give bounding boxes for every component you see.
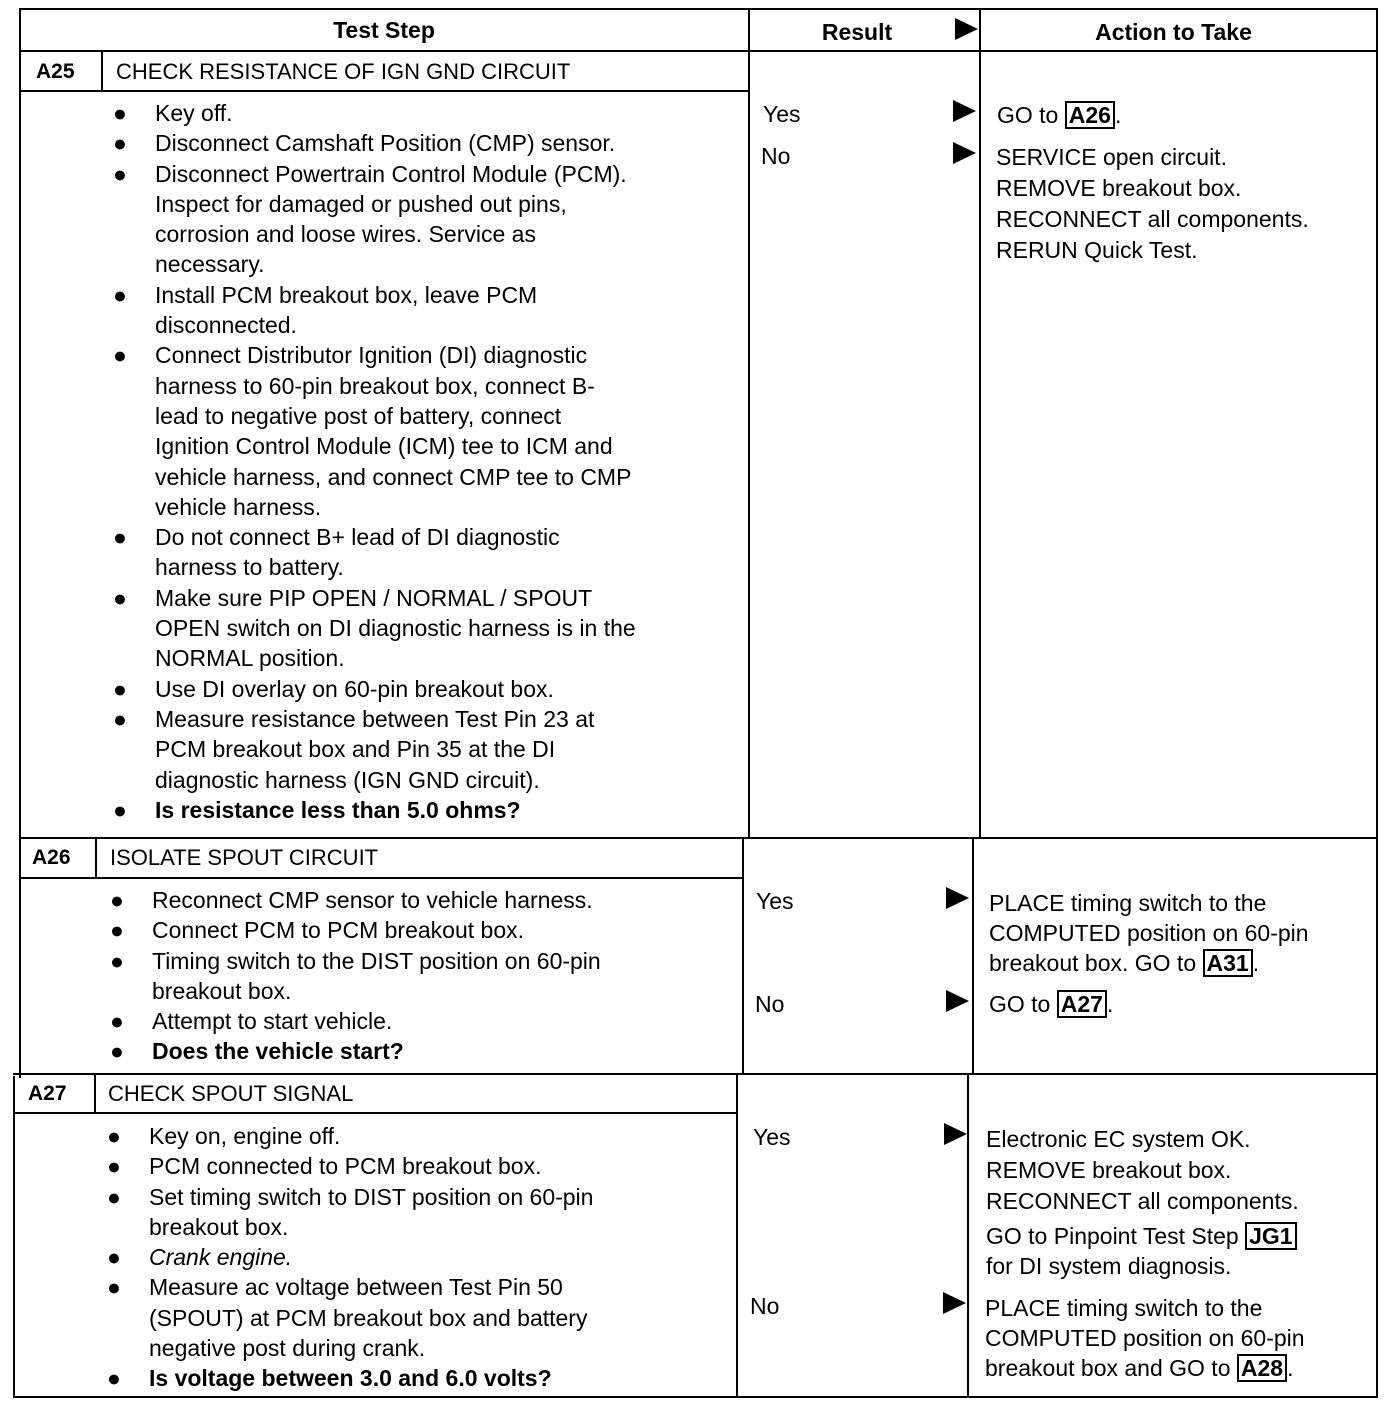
ref-a28-link[interactable]: A28 — [1237, 1354, 1287, 1382]
list-item: harness to battery. — [155, 554, 344, 581]
list-item: Ignition Control Module (ICM) tee to ICM and — [155, 433, 613, 460]
ref-jg1-link[interactable]: JG1 — [1245, 1222, 1296, 1250]
list-item: (SPOUT) at PCM breakout box and battery — [149, 1304, 588, 1331]
a27-result-yes: Yes — [753, 1124, 791, 1150]
a27-action-no-line3: breakout box and GO to A28 . — [985, 1355, 1294, 1381]
a26-no-arrow-icon — [946, 990, 969, 1012]
list-item: diagnostic harness (IGN GND circuit). — [155, 766, 540, 793]
a25-result-yes: Yes — [763, 101, 801, 127]
list-item: ● Disconnect Powertrain Control Module (PCM). — [113, 160, 627, 187]
table-right-border — [1376, 8, 1378, 1398]
list-item: ● Measure resistance between Test Pin 23 at — [113, 705, 595, 732]
list-item: disconnected. — [155, 312, 297, 339]
ref-a26-link[interactable]: A26 — [1065, 101, 1115, 129]
a27-action-yes-line1: Electronic EC system OK. — [986, 1126, 1251, 1152]
list-item: ● Is resistance less than 5.0 ohms? — [113, 796, 521, 823]
a25-result-no: No — [761, 143, 791, 169]
a26-action-no: GO to A27 . — [989, 991, 1114, 1017]
result-column-divider-a25 — [748, 8, 750, 838]
list-item: ● Key on, engine off. — [107, 1123, 341, 1149]
list-item: vehicle harness, and connect CMP tee to CMP — [155, 463, 632, 490]
header-bottom-border — [20, 50, 1378, 52]
header-test-step: Test Step — [333, 17, 435, 43]
list-item: ● Use DI overlay on 60-pin breakout box. — [113, 675, 554, 702]
a27-action-yes-line3: RECONNECT all components. — [986, 1188, 1299, 1214]
a27-instruction-list — [107, 1121, 594, 1394]
table-top-border — [20, 8, 1378, 10]
action-column-divider-a26 — [972, 838, 974, 1074]
ref-a27-link[interactable]: A27 — [1057, 990, 1107, 1018]
a27-title-bottom — [13, 1112, 738, 1114]
header-arrow-icon — [955, 18, 978, 40]
list-item: vehicle harness. — [155, 493, 322, 520]
step-title-a25: CHECK RESISTANCE OF IGN GND CIRCUIT — [116, 59, 571, 84]
ref-a31-link[interactable]: A31 — [1203, 949, 1253, 977]
table-left-border — [19, 8, 21, 1078]
list-item: RECONNECT all components. — [996, 206, 1309, 232]
action-column-divider-a27 — [967, 1074, 969, 1398]
list-item: lead to negative post of battery, connect — [155, 402, 562, 429]
a27-action-no-line2: COMPUTED position on 60-pin — [985, 1325, 1305, 1351]
list-item: OPEN switch on DI diagnostic harness is in the — [155, 615, 636, 642]
list-item: NORMAL position. — [155, 645, 345, 672]
list-item: RERUN Quick Test. — [996, 237, 1198, 263]
list-item: breakout box. — [152, 977, 292, 1004]
step-id-a26: A26 — [32, 846, 71, 869]
a25-instruction-list — [113, 98, 636, 825]
a25-yes-arrow-icon — [953, 100, 976, 122]
list-item: ● Attempt to start vehicle. — [110, 1008, 393, 1035]
a27-action-yes-line2: REMOVE breakout box. — [986, 1157, 1232, 1183]
header-action: Action to Take — [1095, 19, 1252, 45]
a27-action-yes-line4: GO to Pinpoint Test Step JG1 — [986, 1221, 1297, 1251]
list-item: PCM breakout box and Pin 35 at the DI — [155, 736, 556, 763]
list-item: ● Does the vehicle start? — [110, 1038, 404, 1065]
a27-action-no-line1: PLACE timing switch to the — [985, 1295, 1263, 1321]
a26-result-no: No — [755, 991, 785, 1017]
a26-action-yes-line1: PLACE timing switch to the — [989, 890, 1267, 916]
list-item: Inspect for damaged or pushed out pins, — [155, 190, 567, 217]
a27-no-arrow-icon — [943, 1292, 966, 1314]
action-column-divider-a25 — [979, 8, 981, 838]
list-item: ● Install PCM breakout box, leave PCM — [113, 281, 538, 308]
result-column-divider-a27 — [736, 1074, 738, 1398]
a27-id-divider — [94, 1074, 96, 1113]
step-id-a25: A25 — [36, 60, 75, 83]
a26-id-divider — [95, 838, 97, 878]
list-item: ● Connect PCM to PCM breakout box. — [110, 917, 524, 944]
table-bottom-border — [13, 1396, 1378, 1398]
row-divider-a26 — [19, 837, 1378, 839]
list-item: ● Crank engine. — [107, 1244, 293, 1271]
table-left-border-lower — [13, 1076, 15, 1398]
list-item: ● PCM connected to PCM breakout box. — [107, 1153, 542, 1180]
a25-no-arrow-icon — [953, 142, 976, 164]
list-item: SERVICE open circuit. — [996, 144, 1227, 170]
list-item: ● Connect Distributor Ignition (DI) diagnostic — [113, 342, 588, 369]
a26-yes-arrow-icon — [946, 887, 969, 909]
list-item: ● Disconnect Camshaft Position (CMP) sensor. — [113, 130, 616, 157]
list-item: breakout box. — [149, 1213, 289, 1240]
header-result: Result — [821, 19, 893, 45]
step-title-a27: CHECK SPOUT SIGNAL — [108, 1081, 354, 1106]
a26-title-bottom — [19, 877, 744, 879]
step-title-a26: ISOLATE SPOUT CIRCUIT — [110, 845, 379, 870]
a27-result-no: No — [750, 1293, 780, 1319]
list-item: ● Is voltage between 3.0 and 6.0 volts? — [107, 1365, 552, 1392]
list-item: REMOVE breakout box. — [996, 175, 1242, 201]
list-item: necessary. — [155, 251, 265, 278]
list-item: ● Make sure PIP OPEN / NORMAL / SPOUT — [113, 584, 593, 611]
a26-action-yes-line3: breakout box. GO to A31 . — [989, 950, 1260, 976]
list-item: ● Timing switch to the DIST position on 60-pin — [110, 947, 601, 974]
list-item: ● Reconnect CMP sensor to vehicle harness. — [110, 887, 593, 913]
a25-title-bottom — [20, 90, 750, 92]
a27-action-yes-line5: for DI system diagnosis. — [986, 1253, 1232, 1279]
a25-id-divider — [101, 51, 103, 91]
list-item: ● Key off. — [113, 100, 233, 126]
result-column-divider-a26 — [742, 838, 744, 1074]
a26-action-yes-line2: COMPUTED position on 60-pin — [989, 920, 1309, 946]
list-item: ● Do not connect B+ lead of DI diagnostic — [113, 524, 560, 551]
list-item: corrosion and loose wires. Service as — [155, 221, 536, 248]
a26-instruction-list — [110, 885, 601, 1067]
list-item: ● Measure ac voltage between Test Pin 50 — [107, 1274, 563, 1301]
a25-action-no-list — [996, 142, 1309, 266]
row-divider-a27 — [13, 1073, 1378, 1075]
a25-action-yes: GO to A26 . — [997, 102, 1122, 128]
a26-result-yes: Yes — [756, 888, 794, 914]
list-item: negative post during crank. — [149, 1335, 426, 1362]
list-item: ● Set timing switch to DIST position on 60-pin — [107, 1183, 594, 1210]
a27-yes-arrow-icon — [944, 1123, 967, 1145]
step-id-a27: A27 — [28, 1082, 67, 1105]
list-item: harness to 60-pin breakout box, connect B- — [155, 372, 595, 399]
